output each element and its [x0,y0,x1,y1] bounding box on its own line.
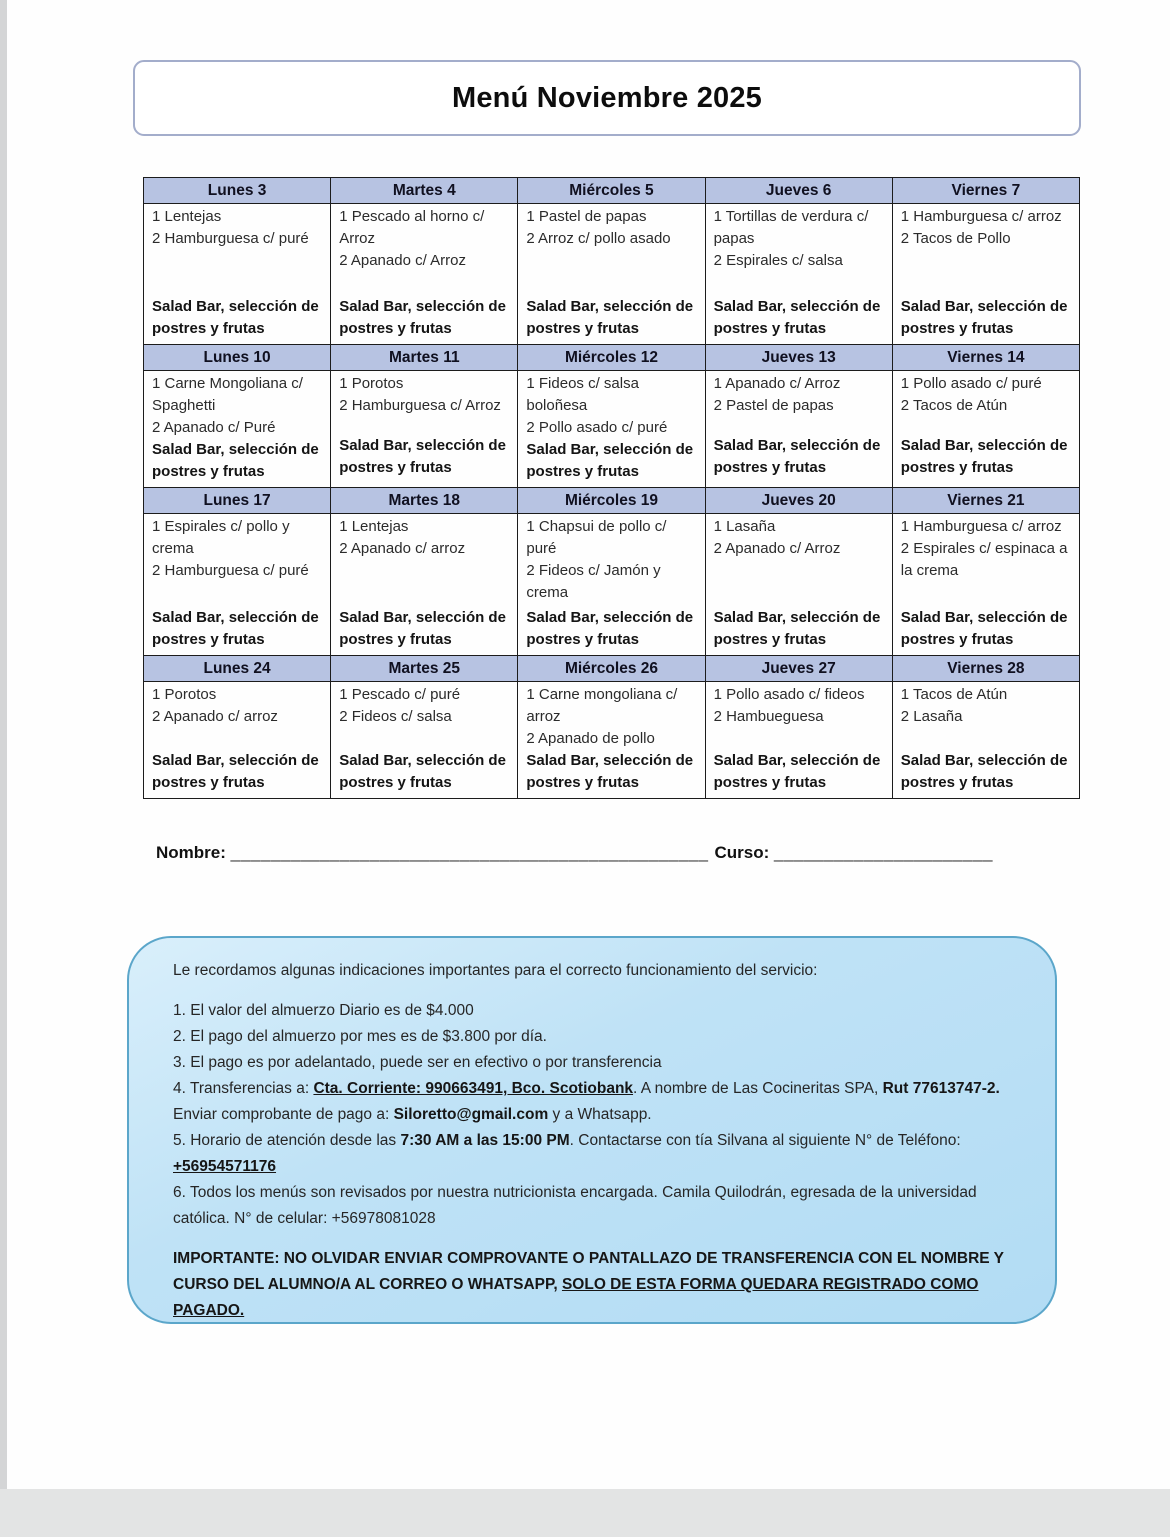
menu-item: 1 Lasaña [713,518,776,535]
notice-line: Enviar comprobante de pago a: Siloretto@gmail.com y a Whatsapp. [173,1106,652,1123]
menu-items [526,206,699,250]
menu-items [714,206,887,272]
menu-cell [144,514,331,656]
menu-item: 1 Chapsui de pollo c/ puré [526,518,667,557]
menu-item: 2 Fideos c/ Jamón y crema [526,562,661,601]
notice-text [129,938,1055,1324]
menu-item: 1 Fideos c/ salsa boloñesa [526,375,639,414]
menu-item: 1 Lentejas [339,518,409,535]
salad-bar-note: Salad Bar, selección de postres y frutas [900,752,1068,791]
menu-table [143,177,1080,799]
day-header: Lunes 17 [144,488,331,514]
notice-line: 5. Horario de atención desde las 7:30 AM a las 15:00 PM. Contactarse con tía Silvana al siguiente N° de Teléfono: [173,1132,961,1149]
page-edge-shadow [0,0,7,1489]
day-header: Jueves 27 [705,656,892,682]
week-header-row [144,178,1080,204]
menu-item: 2 Hamburguesa c/ puré [152,230,309,247]
day-header: Martes 18 [331,488,518,514]
menu-item: 2 Lasaña [900,708,963,725]
menu-items [339,206,512,272]
menu-item: 2 Apanado c/ arroz [152,708,278,725]
salad-bar-note: Salad Bar, selección de postres y frutas [152,609,319,648]
menu-items [714,373,887,417]
menu-item: 2 Fideos c/ salsa [339,708,452,725]
menu-cell [331,514,518,656]
menu-item: 1 Espirales c/ pollo y crema [152,518,290,557]
menu-cell [705,371,892,488]
menu-item: 1 Pescado al horno c/ Arroz [339,208,485,247]
menu-item: 1 Carne mongoliana c/ arroz [526,686,678,725]
menu-cell [705,682,892,799]
menu-item: 2 Hamburguesa c/ Arroz [339,397,501,414]
menu-cell [892,204,1079,345]
day-header: Viernes 21 [892,488,1079,514]
salad-bar-note: Salad Bar, selección de postres y frutas [526,609,694,648]
notice-line: 3. El pago es por adelantado, puede ser en efectivo o por transferencia [173,1054,662,1071]
week-header-row [144,656,1080,682]
notice-spacer [173,1232,1021,1246]
menu-cell [518,371,705,488]
salad-bar-note: Salad Bar, selección de postres y frutas [152,752,319,791]
salad-bar-note: Salad Bar, selección de postres y frutas [152,298,319,337]
menu-cell [518,682,705,799]
menu-items [526,373,699,439]
menu-item: 2 Hambueguesa [713,708,824,725]
menu-item: 2 Apanado c/ Arroz [339,252,466,269]
salad-bar-note: Salad Bar, selección de postres y frutas [526,298,694,337]
week-menu-row [144,371,1080,488]
menu-item: 2 Arroz c/ pollo asado [526,230,671,247]
day-header: Jueves 13 [705,345,892,371]
day-header: Viernes 14 [892,345,1079,371]
salad-bar-note: Salad Bar, selección de postres y frutas [339,752,506,791]
salad-bar-note: Salad Bar, selección de postres y frutas [339,298,506,337]
week-menu-row [144,514,1080,656]
menu-cell [144,371,331,488]
notice-line: IMPORTANTE: NO OLVIDAR ENVIAR COMPROVANTE O PANTALLAZO DE TRANSFERENCIA CON EL NOMBRE Y CURSO DEL ALUMNO/A AL CORREO O WHATSAPP, SOLO DE ESTA FORMA QUEDARA REGISTRADO COMO PAGADO. [173,1250,1004,1319]
salad-bar-note: Salad Bar, selección de postres y frutas [152,441,319,480]
menu-cell [518,204,705,345]
day-header: Lunes 10 [144,345,331,371]
salad-bar-note: Salad Bar, selección de postres y frutas [713,298,881,337]
menu-item: 1 Pescado c/ puré [339,686,461,703]
salad-bar-note: Salad Bar, selección de postres y frutas [526,441,694,480]
salad-bar-note: Salad Bar, selección de postres y frutas [713,437,881,476]
salad-bar-note: Salad Bar, selección de postres y frutas [713,609,881,648]
menu-item: 1 Tortillas de verdura c/ papas [713,208,869,247]
menu-item: 1 Hamburguesa c/ arroz [900,518,1062,535]
notice-line: 2. El pago del almuerzo por mes es de $3.800 por día. [173,1028,547,1045]
menu-items [714,684,887,728]
name-course-line [156,843,993,863]
notice-line: 1. El valor del almuerzo Diario es de $4.000 [173,1002,474,1019]
name-label: Nombre: [156,843,226,862]
name-blank-field: ________________________________________________ [230,843,709,862]
day-header: Lunes 24 [144,656,331,682]
course-label: Curso: [714,843,770,862]
menu-item: 2 Apanado c/ Puré [152,419,276,436]
page-bottom-margin [0,1489,1170,1537]
menu-item: 2 Pollo asado c/ puré [526,419,668,436]
day-header: Miércoles 26 [518,656,705,682]
menu-item: 1 Hamburguesa c/ arroz [900,208,1062,225]
notice-spacer [173,984,1021,998]
day-header: Miércoles 19 [518,488,705,514]
day-header: Lunes 3 [144,178,331,204]
menu-items [339,684,512,728]
day-header: Jueves 20 [705,488,892,514]
menu-item: 2 Apanado c/ arroz [339,540,466,557]
menu-item: 1 Pollo asado c/ fideos [713,686,865,703]
menu-item: 2 Apanado de pollo [526,730,655,747]
course-blank-field: ______________________ [773,843,993,862]
menu-item: 2 Espirales c/ salsa [713,252,843,269]
notice-line: 4. Transferencias a: Cta. Corriente: 990663491, Bco. Scotiobank. A nombre de Las Cocineritas SPA, Rut 77613747-2. [173,1080,1000,1097]
day-header: Jueves 6 [705,178,892,204]
salad-bar-note: Salad Bar, selección de postres y frutas [900,298,1068,337]
menu-cell [705,204,892,345]
week-header-row [144,488,1080,514]
day-header: Viernes 7 [892,178,1079,204]
notice-line: +56954571176 [173,1158,277,1175]
menu-item: 2 Tacos de Pollo [900,230,1011,247]
day-header: Martes 4 [331,178,518,204]
menu-item: 2 Pastel de papas [713,397,834,414]
menu-items [152,373,325,439]
menu-items [901,373,1074,417]
salad-bar-note: Salad Bar, selección de postres y frutas [713,752,881,791]
salad-bar-note: Salad Bar, selección de postres y frutas [339,437,506,476]
menu-cell [892,514,1079,656]
menu-item: 1 Tacos de Atún [900,686,1008,703]
menu-cell [331,371,518,488]
day-header: Miércoles 5 [518,178,705,204]
menu-item: 1 Lentejas [152,208,222,225]
menu-cell [144,204,331,345]
menu-table-body [144,178,1080,799]
menu-items [152,206,325,250]
notice-line: 6. Todos los menús son revisados por nuestra nutricionista encargada. Camila Quilodrán, egresada de la universidad católica. N° de celular: +56978081028 [173,1184,977,1227]
menu-item: 1 Carne Mongoliana c/ Spaghetti [152,375,303,414]
day-header: Viernes 28 [892,656,1079,682]
menu-item: 1 Porotos [152,686,217,703]
menu-items [901,206,1074,250]
page-title: Menú Noviembre 2025 [451,81,763,114]
menu-cell [892,371,1079,488]
menu-cell [705,514,892,656]
notice-box [127,936,1057,1324]
salad-bar-note: Salad Bar, selección de postres y frutas [900,609,1068,648]
week-header-row [144,345,1080,371]
menu-items [526,516,699,604]
salad-bar-note: Salad Bar, selección de postres y frutas [900,437,1068,476]
menu-item: 2 Tacos de Atún [900,397,1008,414]
menu-cell [518,514,705,656]
menu-items [526,684,699,750]
menu-cell [331,204,518,345]
week-menu-row [144,204,1080,345]
menu-cell [892,682,1079,799]
title-box [133,60,1081,136]
week-menu-row [144,682,1080,799]
notice-line: Le recordamos algunas indicaciones importantes para el correcto funcionamiento del servicio: [173,962,818,979]
menu-items [901,684,1074,728]
menu-items [339,516,512,560]
menu-cell [144,682,331,799]
menu-items [152,516,325,582]
menu-item: 2 Apanado c/ Arroz [713,540,841,557]
menu-items [714,516,887,560]
day-header: Miércoles 12 [518,345,705,371]
day-header: Martes 25 [331,656,518,682]
menu-item: 2 Espirales c/ espinaca a la crema [900,540,1068,579]
menu-cell [331,682,518,799]
salad-bar-note: Salad Bar, selección de postres y frutas [339,609,506,648]
menu-items [152,684,325,728]
menu-items [339,373,512,417]
menu-item: 2 Hamburguesa c/ puré [152,562,309,579]
menu-item: 1 Pastel de papas [526,208,647,225]
salad-bar-note: Salad Bar, selección de postres y frutas [526,752,694,791]
menu-item: 1 Pollo asado c/ puré [900,375,1042,392]
menu-item: 1 Apanado c/ Arroz [713,375,841,392]
day-header: Martes 11 [331,345,518,371]
menu-item: 1 Porotos [339,375,404,392]
menu-items [901,516,1074,582]
